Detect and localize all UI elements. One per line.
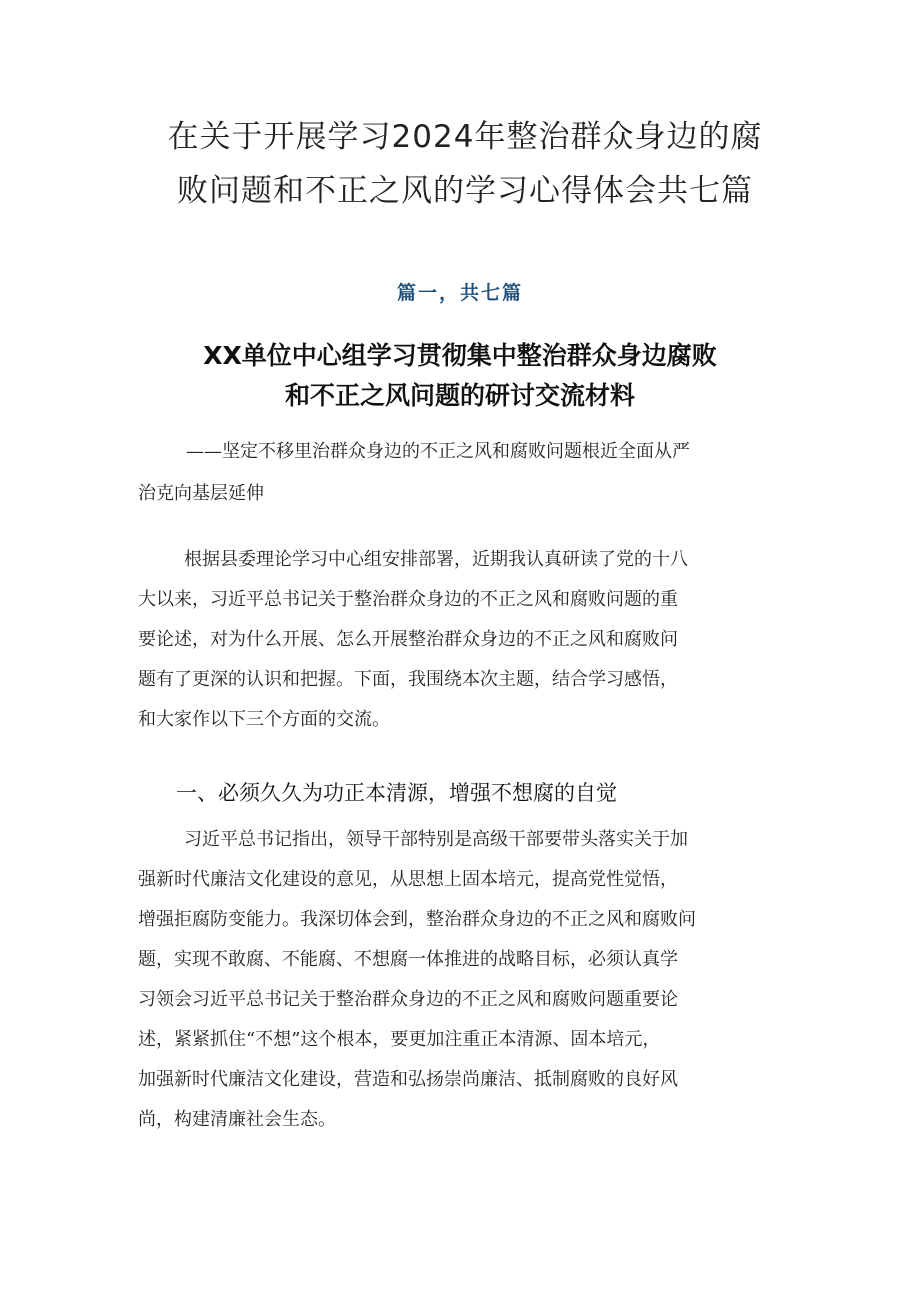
paragraph-line: 根据县委理论学习中心组安排部署，近期我认真研读了党的十八 — [184, 549, 688, 570]
article-title-line: 和不正之风问题的研讨交流材料 — [284, 381, 635, 410]
paragraph-line: 加强新时代廉洁文化建设，营造和弘扬崇尚廉洁、抵制腐败的良好风 — [138, 1069, 678, 1090]
paragraph-line: 习近平总书记指出，领导干部特别是高级干部要带头落实关于加 — [184, 829, 688, 850]
paragraph-line: 要论述，对为什么开展、怎么开展整治群众身边的不正之风和腐败问 — [138, 629, 678, 650]
article-title-line: XX单位中心组学习贯彻集中整治群众身边腐败 — [203, 341, 717, 370]
paragraph-line: 和大家作以下三个方面的交流。 — [138, 709, 390, 730]
article-title — [120, 336, 800, 416]
intro-paragraph — [138, 540, 798, 740]
paragraph-line: 增强拒腐防变能力。我深切体会到，整治群众身边的不正之风和腐败问 — [138, 909, 696, 930]
paragraph-line: 题，实现不敢腐、不能腐、不想腐一体推进的战略目标，必须认真学 — [138, 949, 678, 970]
paragraph-line: 强新时代廉洁文化建设的意见，从思想上固本培元，提高党性觉悟， — [138, 869, 678, 890]
paragraph-line: 尚，构建清廉社会生态。 — [138, 1109, 336, 1130]
section-heading-1: 一、必须久久为功正本清源，增强不想腐的自觉 — [176, 781, 617, 805]
subtitle-line: 治克向基层延伸 — [138, 483, 264, 504]
paragraph-line: 述，紧紧抓住“不想”这个根本，要更加注重正本清源、固本培元， — [138, 1029, 661, 1050]
document-title — [150, 110, 780, 218]
document-title-line: 在关于开展学习2024年整治群众身边的腐 — [167, 119, 763, 155]
paragraph-line: 题有了更深的认识和把握。下面，我围绕本次主题，结合学习感悟， — [138, 669, 678, 690]
article-subtitle — [138, 431, 798, 515]
document-title-line: 败问题和不正之风的学习心得体会共七篇 — [177, 173, 753, 209]
subtitle-line: ——坚定不移里治群众身边的不正之风和腐败问题根近全面从严 — [186, 441, 690, 462]
paragraph-line: 大以来，习近平总书记关于整治群众身边的不正之风和腐败问题的重 — [138, 589, 678, 610]
section-label: 篇一，共七篇 — [396, 282, 523, 304]
body-paragraph — [138, 820, 798, 1140]
paragraph-line: 习领会习近平总书记关于整治群众身边的不正之风和腐败问题重要论 — [138, 989, 678, 1010]
